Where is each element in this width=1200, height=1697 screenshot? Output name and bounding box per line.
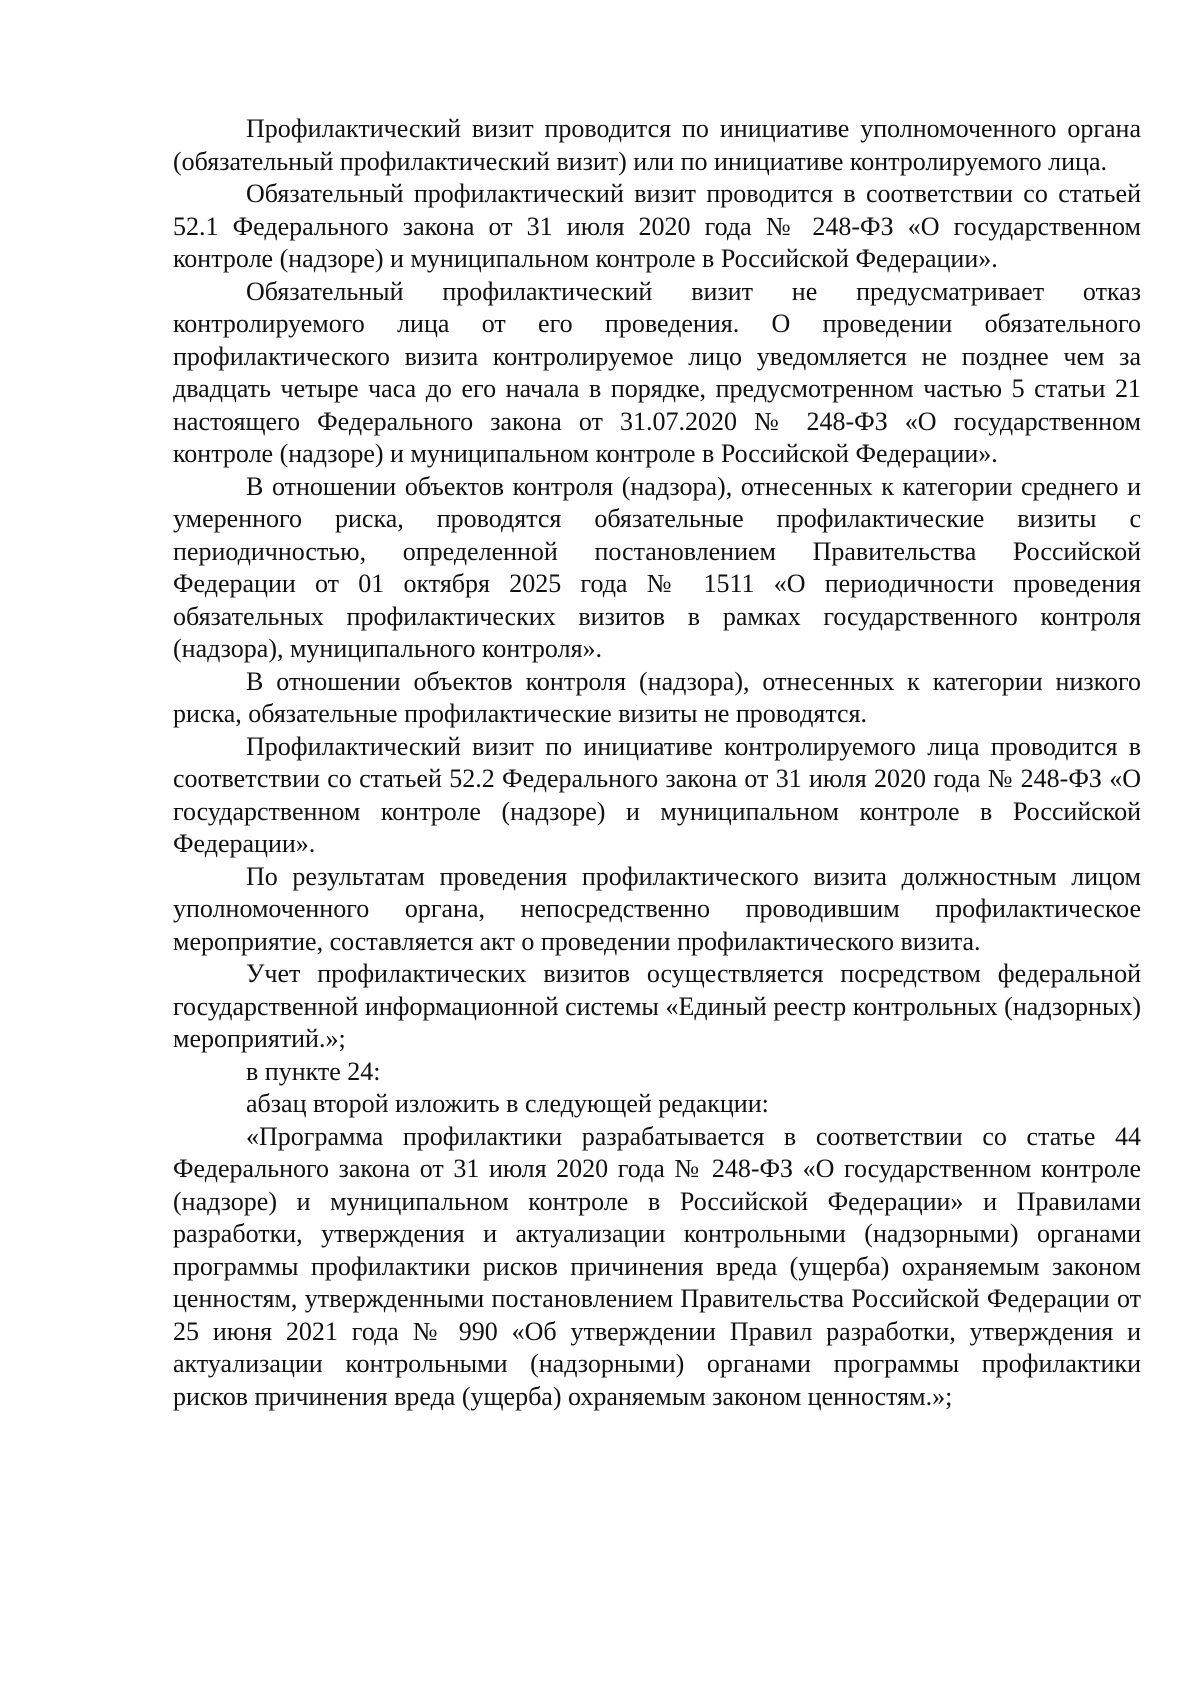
paragraph-visit-types: Профилактический визит проводится по инициативе уполномоченного органа (обязательный профилактический визит) или по инициативе контролируемого лица. bbox=[173, 114, 1141, 176]
paragraph-medium-risk-visits: В отношении объектов контроля (надзора), отнесенных к категории среднего и умеренного риска, проводятся обязательные профилактические визиты с периодичностью, определенной постановлением Правительства Российской Федерации от 01 октября 2025 года № 1511 «О периодичности проведения обязательных профилактических визитов в рамках государственного контроля (надзора), муниципального контроля». bbox=[173, 471, 1141, 663]
paragraph-initiative-visit: Профилактический визит по инициативе контролируемого лица проводится в соответствии со статьей 52.2 Федерального закона от 31 июля 2020 года № 248-ФЗ «О государственном контроле (надзоре) и муниципальном контроле в Российской Федерации». bbox=[173, 731, 1141, 858]
paragraph-visit-registry: Учет профилактических визитов осуществляется посредством федеральной государственной информационной системы «Единый реестр контрольных (надзорных) мероприятий.»; bbox=[173, 959, 1141, 1053]
paragraph-mandatory-visit-basis: Обязательный профилактический визит проводится в соответствии со статьей 52.1 Федерального закона от 31 июля 2020 года № 248-ФЗ «О государственном контроле (надзоре) и муниципальном контроле в Российской Федерации». bbox=[173, 179, 1141, 273]
paragraph-visit-act: По результатам проведения профилактического визита должностным лицом уполномоченного органа, непосредственно проводившим профилактическое мероприятие, составляется акт о проведении профилактического визита. bbox=[173, 861, 1141, 956]
paragraph-mandatory-visit-notice: Обязательный профилактический визит не предусматривает отказ контролируемого лица от его проведения. О проведении обязательного профилактического визита контролируемое лицо уведомляется не позднее чем за двадцать четыре часа до его начала в порядке, предусмотренном частью 5 статьи 21 настоящего Федерального закона от 31.07.2020 № 248-ФЗ «О государственном контроле (надзоре) и муниципальном контроле в Российской Федерации». bbox=[173, 276, 1141, 468]
paragraph-clause-24: в пункте 24: bbox=[246, 1056, 381, 1086]
paragraph-prevention-program: «Программа профилактики разрабатывается в соответствии со статье 44 Федерального закона от 31 июля 2020 года № 248-ФЗ «О государственном контроле (надзоре) и муниципальном контроле в Российской Федерации» и Правилами разработки, утверждения и актуализации контрольными (надзорными) органами программы профилактики рисков причинения вреда (ущерба) охраняемым законом ценностям, утвержденными постановлением Правительства Российской Федерации от 25 июня 2021 года № 990 «Об утверждении Правил разработки, утверждения и актуализации контрольными (надзорными) органами программы профилактики рисков причинения вреда (ущерба) охраняемым законом ценностям.»; bbox=[173, 1121, 1141, 1411]
document-body bbox=[173, 113, 1141, 1413]
paragraph-amendment-instruction: абзац второй изложить в следующей редакции: bbox=[246, 1089, 769, 1118]
paragraph-low-risk-visits: В отношении объектов контроля (надзора), отнесенных к категории низкого риска, обязательные профилактические визиты не проводятся. bbox=[173, 666, 1141, 728]
